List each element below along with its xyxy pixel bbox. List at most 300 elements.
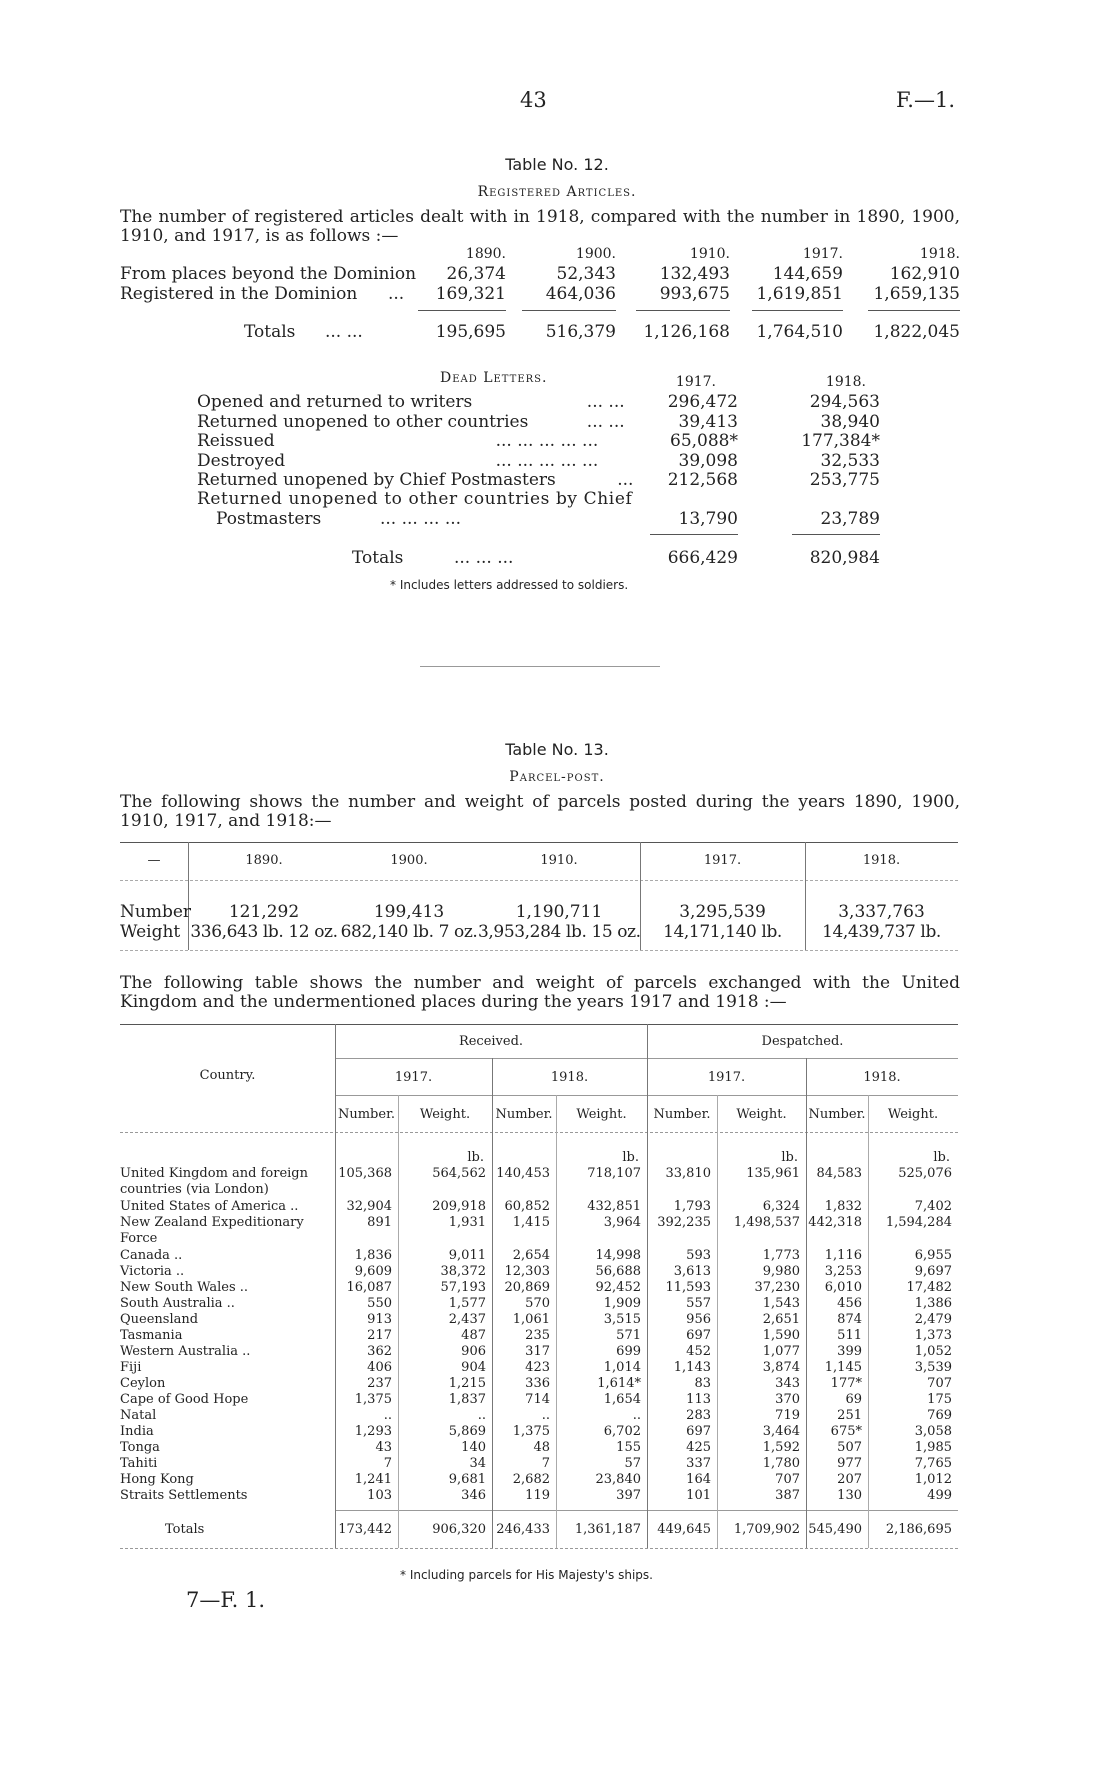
table12-sum-rule [522,310,616,311]
exchange-country-label: New Zealand Expeditionary Force [120,1215,304,1246]
dead-letters-1918-cell: 23,789 [820,509,880,529]
dead-letters-row-dots: ... ... ... ... ... [495,431,599,451]
exchange-cell: 11,593 [665,1280,711,1295]
exchange-cell: 43 [375,1440,392,1455]
exchange-cell: 16,087 [346,1280,392,1295]
exchange-total-cell: 449,645 [657,1522,711,1537]
exchange-country-label: Hong Kong [120,1472,194,1487]
exchange-cell: 392,235 [657,1215,711,1230]
table12-cell: 993,675 [659,284,730,304]
exchange-cell: 92,452 [595,1280,641,1295]
exchange-cell: 5,869 [448,1424,486,1439]
exchange-cell: 69 [845,1392,862,1407]
exchange-cell: 207 [837,1472,862,1487]
table12-year-header: 1918. [919,246,960,262]
dead-letters-row-label: Postmasters [216,509,322,529]
exchange-weight-header: Weight. [887,1107,939,1122]
table12-total-cell: 1,822,045 [873,322,960,342]
exchange-cell: 12,303 [504,1264,550,1279]
exchange-country-label: United Kingdom and foreign countries (via London) [120,1166,309,1197]
exchange-cell: 707 [775,1472,800,1487]
dead-letters-year-1918: 1918. [825,374,866,390]
dead-letters-1917-cell: 212,568 [667,470,738,490]
exchange-cell: 707 [927,1376,952,1391]
exchange-cell: 1,909 [603,1296,641,1311]
exchange-cell: 432,851 [587,1199,641,1214]
exchange-cell: 2,479 [914,1312,952,1327]
exchange-year-header: 1917. [394,1070,433,1085]
exchange-cell: 48 [533,1440,550,1455]
exchange-year-header: 1918. [550,1070,589,1085]
table13-weight-cell: 336,643 lb. 12 oz. [190,922,338,942]
table13-header-rule [120,880,958,881]
exchange-cell: 337 [686,1456,711,1471]
dead-letters-row-label: Reissued [197,431,275,451]
exchange-cell: 697 [686,1328,711,1343]
exchange-cell: 913 [367,1312,392,1327]
exchange-cell: 209,918 [432,1199,486,1214]
exchange-cell: 2,437 [448,1312,486,1327]
table13-bottom-rule [120,950,958,951]
exchange-year-header: 1918. [863,1070,901,1085]
exchange-country-header: Country. [199,1068,256,1083]
dead-letters-1917-cell: 39,098 [678,451,738,471]
page-number: 43 [520,88,547,112]
exchange-cell: 1,077 [762,1344,800,1359]
table13-year-header: 1917. [703,853,742,868]
section-divider [420,666,660,667]
exchange-cell: 904 [461,1360,486,1375]
exchange-cell: 37,230 [754,1280,800,1295]
exchange-cell: 399 [837,1344,862,1359]
exchange-cell: 9,980 [762,1264,800,1279]
exchange-cell: 9,011 [448,1248,486,1263]
exchange-cell: 60,852 [504,1199,550,1214]
dead-letters-row-dots: ... ... ... ... [380,509,462,529]
exchange-weight-header: Weight. [419,1107,471,1122]
exchange-cell: 906 [461,1344,486,1359]
dead-letters-totals-dots: ... ... ... [454,548,514,568]
exchange-cell: .. [383,1408,392,1423]
exchange-cell: 83 [694,1376,711,1391]
exchange-year-header: 1917. [707,1070,746,1085]
exchange-cell: 1,116 [824,1248,862,1263]
dead-letters-1917-cell: 13,790 [678,509,738,529]
exchange-cell: 891 [367,1215,392,1230]
table13-number-cell: 3,295,539 [679,902,766,922]
table13-number-cell: 199,413 [373,902,445,922]
exchange-cell: 57 [624,1456,641,1471]
exchange-cell: 3,515 [603,1312,641,1327]
exchange-cell: 343 [775,1376,800,1391]
table13-year-header: 1900. [390,853,428,868]
table12-row-label: Registered in the Dominion [120,284,358,304]
exchange-cell: 113 [686,1392,711,1407]
table12-cell: 1,659,135 [873,284,960,304]
exchange-cell: 571 [616,1328,641,1343]
exchange-number-header: Number. [653,1107,711,1122]
exchange-cell: 23,840 [595,1472,641,1487]
dead-letters-1918-cell: 32,533 [820,451,880,471]
table12-cell: 144,659 [772,264,843,284]
exchange-cell: 103 [367,1488,392,1503]
exchange-cell: .. [632,1408,641,1423]
exchange-total-cell: 2,186,695 [885,1522,952,1537]
exchange-cell: 397 [616,1488,641,1503]
exchange-cell: 1,931 [448,1215,486,1230]
exchange-cell: 1,836 [354,1248,392,1263]
exchange-total-cell: 1,709,902 [733,1522,800,1537]
exchange-country-label: Western Australia .. [120,1344,251,1359]
exchange-country-label: Tahiti [120,1456,158,1471]
exchange-cell: 718,107 [587,1166,641,1181]
table13-number-cell: 3,337,763 [838,902,925,922]
exchange-country-label: United States of America .. [120,1199,299,1214]
dead-letters-sum-rule [792,534,880,535]
table12-year-header: 1900. [575,246,616,262]
exchange-cell: 697 [686,1424,711,1439]
dead-letters-row-label: Returned unopened to other countries [197,412,529,432]
exchange-cell: 105,368 [338,1166,392,1181]
exchange-cell: 38,372 [440,1264,486,1279]
exchange-cell: 456 [837,1296,862,1311]
exchange-cell: 1,543 [762,1296,800,1311]
dead-letters-row-dots: ... ... [586,392,625,412]
exchange-cell: 101 [686,1488,711,1503]
exchange-cell: 452 [686,1344,711,1359]
exchange-country-label: Straits Settlements [120,1488,248,1503]
exchange-cell: 164 [686,1472,711,1487]
table12-sum-rule [752,310,843,311]
exchange-cell: 1,012 [914,1472,952,1487]
exchange-bottom-rule [120,1548,958,1549]
exchange-cell: 1,415 [512,1215,550,1230]
table13-subtitle: Parcel-post. [509,769,605,785]
exchange-cell: 719 [775,1408,800,1423]
exchange-lb-unit: lb. [622,1150,639,1165]
exchange-cell: 550 [367,1296,392,1311]
exchange-cell: 135,961 [746,1166,800,1181]
table13-dash-header: — [147,853,161,868]
table12-total-cell: 1,126,168 [643,322,730,342]
exchange-cell: 1,793 [673,1199,711,1214]
exchange-cell: 6,324 [762,1199,800,1214]
exchange-cell: 1,052 [914,1344,952,1359]
dead-letters-row-label: Destroyed [197,451,286,471]
table13-number-label: Number [120,902,192,922]
exchange-cell: 423 [525,1360,550,1375]
exchange-header-rule [120,1132,958,1133]
table13-top-rule [120,842,958,843]
table12-year-header: 1917. [802,246,843,262]
exchange-total-cell: 173,442 [338,1522,392,1537]
table12-row-label: From places beyond the Dominion [120,264,417,284]
exchange-cell: 442,318 [808,1215,862,1230]
exchange-cell: 9,609 [354,1264,392,1279]
table13-weight-cell: 14,439,737 lb. [822,922,941,942]
exchange-cell: 511 [837,1328,862,1343]
exchange-cell: 1,594,284 [885,1215,952,1230]
exchange-despatched-header: Despatched. [761,1034,844,1049]
exchange-country-label: Tonga [120,1440,160,1455]
exchange-cell: 3,058 [914,1424,952,1439]
exchange-cell: 3,464 [762,1424,800,1439]
exchange-country-label: Fiji [120,1360,142,1375]
exchange-country-label: Natal [120,1408,157,1423]
exchange-cell: 370 [775,1392,800,1407]
table13-number-cell: 121,292 [228,902,300,922]
exchange-cell: 1,577 [448,1296,486,1311]
exchange-cell: 1,061 [512,1312,550,1327]
exchange-cell: 6,702 [603,1424,641,1439]
exchange-cell: 406 [367,1360,392,1375]
table12-total-cell: 195,695 [435,322,506,342]
exchange-cell: 1,375 [354,1392,392,1407]
table12-sum-rule [868,310,960,311]
dead-letters-sum-rule [650,534,738,535]
dead-letters-year-1917: 1917. [675,374,716,390]
exchange-cell: 140,453 [496,1166,550,1181]
exchange-total-cell: 545,490 [808,1522,862,1537]
exchange-cell: 17,482 [906,1280,952,1295]
table13-weight-cell: 14,171,140 lb. [663,922,782,942]
table13-intro: The following shows the number and weight of parcels posted during the years 1890, 1900, 1910, 1917, and 1918:— [120,792,960,831]
exchange-cell: 769 [927,1408,952,1423]
dead-letters-row-dots: ... [617,470,634,490]
signature-mark: 7—F. 1. [186,1588,266,1612]
table13-weight-cell: 3,953,284 lb. 15 oz. [478,922,641,942]
exchange-cell: 1,654 [603,1392,641,1407]
table13-weight-cell: 682,140 lb. 7 oz. [340,922,478,942]
exchange-country-label: Tasmania [120,1328,183,1343]
dead-letters-1918-cell: 177,384* [801,431,880,451]
exchange-cell: 235 [525,1328,550,1343]
exchange-cell: 1,014 [603,1360,641,1375]
exchange-cell: 175 [927,1392,952,1407]
exchange-cell: 130 [837,1488,862,1503]
exchange-total-cell: 906,320 [432,1522,486,1537]
exchange-totals-label: Totals [165,1522,205,1537]
document-code: F.—1. [896,88,956,112]
exchange-lb-unit: lb. [781,1150,798,1165]
exchange-country-label: South Australia .. [120,1296,235,1311]
dead-letters-total-1918: 820,984 [809,548,880,568]
exchange-cell: 1,241 [354,1472,392,1487]
table13-number-cell: 1,190,711 [515,902,603,922]
exchange-number-header: Number. [495,1107,553,1122]
exchange-cell: .. [477,1408,486,1423]
exchange-cell: 217 [367,1328,392,1343]
exchange-country-label: Cape of Good Hope [120,1392,249,1407]
table12-year-header: 1890. [465,246,506,262]
exchange-cell: 251 [837,1408,862,1423]
exchange-cell: 1,985 [914,1440,952,1455]
exchange-cell: 1,592 [762,1440,800,1455]
table12-cell: 1,619,851 [756,284,843,304]
exchange-cell: 1,145 [824,1360,862,1375]
table12-sum-rule [636,310,730,311]
dead-letters-1917-cell: 296,472 [667,392,738,412]
exchange-weight-header: Weight. [576,1107,627,1122]
exchange-cell: 317 [525,1344,550,1359]
exchange-cell: 3,539 [914,1360,952,1375]
dead-letters-1918-cell: 38,940 [820,412,880,432]
table12-intro: The number of registered articles dealt with in 1918, compared with the number in 1890, 1900, 1910, and 1917, is as follows :— [120,207,960,246]
exchange-cell: 1,215 [448,1376,486,1391]
exchange-cell: 675* [830,1424,862,1439]
exchange-cell: 7 [541,1456,550,1471]
exchange-number-header: Number. [337,1107,395,1122]
exchange-footnote: * Including parcels for His Majesty's ships. [400,1568,653,1582]
exchange-country-label: Queensland [120,1312,199,1327]
exchange-cell: 1,375 [512,1424,550,1439]
exchange-cell: 346 [461,1488,486,1503]
exchange-cell: 32,904 [346,1199,392,1214]
exchange-cell: 3,964 [603,1215,641,1230]
exchange-cell: 177* [830,1376,862,1391]
table12-cell: 162,910 [889,264,960,284]
exchange-cell: 557 [686,1296,711,1311]
table12-cell: 464,036 [545,284,616,304]
exchange-cell: 283 [686,1408,711,1423]
table12-cell: 52,343 [556,264,616,284]
table12-totals-label: Totals [244,322,296,342]
exchange-cell: 956 [686,1312,711,1327]
dead-letters-1918-cell: 294,563 [809,392,880,412]
dead-letters-1918-cell: 253,775 [809,470,880,490]
exchange-cell: 570 [525,1296,550,1311]
exchange-cell: 34 [469,1456,486,1471]
table13-year-header: 1910. [540,853,578,868]
exchange-cell: 525,076 [898,1166,952,1181]
exchange-cell: 1,386 [914,1296,952,1311]
exchange-cell: .. [541,1408,550,1423]
dead-letters-heading: Dead Letters. [440,370,548,386]
exchange-lb-unit: lb. [933,1150,950,1165]
table13-title: Table No. 13. [505,740,609,759]
exchange-cell: 6,010 [824,1280,862,1295]
exchange-cell: 20,869 [504,1280,550,1295]
exchange-country-label: New South Wales .. [120,1280,249,1295]
dead-letters-row-label: Opened and returned to writers [197,392,473,412]
exchange-total-cell: 246,433 [496,1522,550,1537]
exchange-cell: 7,402 [914,1199,952,1214]
exchange-cell: 1,614* [597,1376,641,1391]
table12-title: Table No. 12. [505,155,609,174]
table12-totals-dots: ... ... [325,322,363,342]
exchange-cell: 487 [461,1328,486,1343]
exchange-country-label: Ceylon [120,1376,166,1391]
exchange-cell: 336 [525,1376,550,1391]
exchange-weight-header: Weight. [736,1107,787,1122]
exchange-cell: 1,832 [824,1199,862,1214]
exchange-top-rule [120,1024,958,1025]
exchange-cell: 2,682 [512,1472,550,1487]
exchange-cell: 237 [367,1376,392,1391]
exchange-cell: 7,765 [914,1456,952,1471]
exchange-lb-unit: lb. [467,1150,484,1165]
dead-letters-footnote: * Includes letters addressed to soldiers. [390,578,629,592]
exchange-cell: 593 [686,1248,711,1263]
exchange-cell: 387 [775,1488,800,1503]
exchange-cell: 499 [927,1488,952,1503]
exchange-cell: 57,193 [440,1280,486,1295]
exchange-cell: 7 [383,1456,392,1471]
exchange-country-label: India [120,1424,154,1439]
exchange-cell: 425 [686,1440,711,1455]
table12-cell: 26,374 [446,264,506,284]
dead-letters-row-label: Returned unopened by Chief Postmasters [197,470,556,490]
table13-weight-label: Weight [120,922,181,942]
table12-total-cell: 1,764,510 [756,322,843,342]
exchange-cell: 119 [525,1488,550,1503]
exchange-number-header: Number. [808,1107,866,1122]
dead-letters-row-dots: ... ... ... ... ... [495,451,599,471]
dead-letters-total-1917: 666,429 [667,548,738,568]
exchange-intro: The following table shows the number and weight of parcels exchanged with the United Kingdom and the undermentioned places during the years 1917 and 1918 :— [120,973,960,1012]
exchange-cell: 2,651 [762,1312,800,1327]
table12-subtitle: Registered Articles. [477,184,637,200]
exchange-cell: 3,253 [824,1264,862,1279]
exchange-cell: 1,143 [673,1360,711,1375]
exchange-cell: 1,590 [762,1328,800,1343]
exchange-received-header: Received. [458,1034,524,1049]
exchange-cell: 1,773 [762,1248,800,1263]
exchange-cell: 714 [525,1392,550,1407]
exchange-cell: 140 [461,1440,486,1455]
exchange-cell: 1,498,537 [733,1215,800,1230]
dead-letters-totals-label: Totals [352,548,404,568]
exchange-cell: 14,998 [595,1248,641,1263]
exchange-country-label: Victoria .. [120,1264,185,1279]
exchange-cell: 155 [616,1440,641,1455]
table12-row-dots: ... [388,284,405,304]
exchange-cell: 1,780 [762,1456,800,1471]
table12-total-cell: 516,379 [545,322,616,342]
exchange-cell: 9,681 [448,1472,486,1487]
table13-year-header: 1890. [245,853,283,868]
exchange-cell: 1,837 [448,1392,486,1407]
exchange-cell: 362 [367,1344,392,1359]
exchange-cell: 3,613 [673,1264,711,1279]
table12-cell: 169,321 [435,284,506,304]
table12-year-header: 1910. [689,246,730,262]
exchange-cell: 699 [616,1344,641,1359]
table12-sum-rule [418,310,506,311]
exchange-cell: 977 [837,1456,862,1471]
dead-letters-row-label: Returned unopened to other countries by Chief [197,489,633,509]
exchange-cell: 6,955 [914,1248,952,1263]
exchange-cell: 84,583 [816,1166,862,1181]
table12-cell: 132,493 [659,264,730,284]
exchange-total-cell: 1,361,187 [574,1522,641,1537]
exchange-cell: 9,697 [914,1264,952,1279]
exchange-cell: 2,654 [512,1248,550,1263]
dead-letters-row-dots: ... ... [586,412,625,432]
exchange-cell: 564,562 [432,1166,486,1181]
exchange-cell: 33,810 [665,1166,711,1181]
exchange-cell: 3,874 [762,1360,800,1375]
exchange-cell: 56,688 [595,1264,641,1279]
exchange-cell: 507 [837,1440,862,1455]
dead-letters-1917-cell: 65,088* [670,431,738,451]
dead-letters-1917-cell: 39,413 [678,412,738,432]
exchange-country-label: Canada .. [120,1248,183,1263]
table13-year-header: 1918. [862,853,901,868]
exchange-cell: 874 [837,1312,862,1327]
exchange-cell: 1,293 [354,1424,392,1439]
exchange-cell: 1,373 [914,1328,952,1343]
